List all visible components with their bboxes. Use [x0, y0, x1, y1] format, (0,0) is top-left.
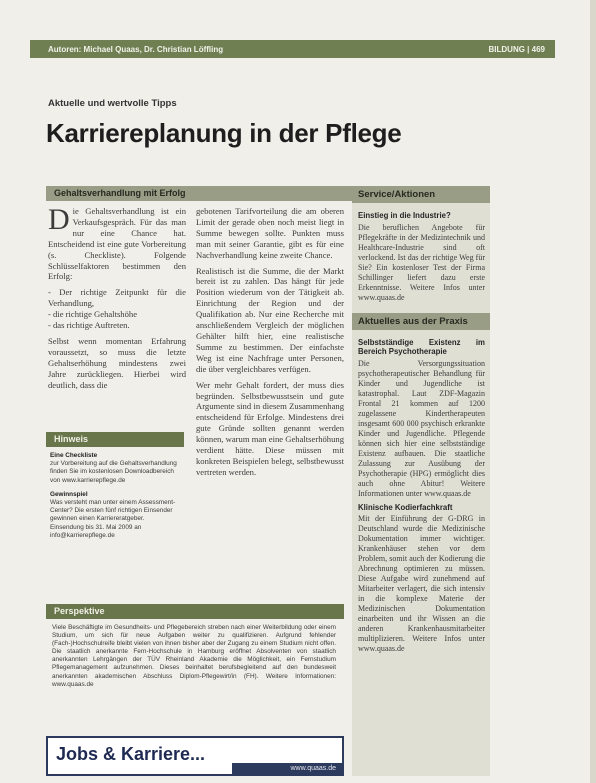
- list-item: - die richtige Gehaltshöhe: [48, 309, 138, 320]
- header-section-page: BILDUNG | 469: [488, 44, 545, 54]
- article-column-1: [48, 203, 186, 396]
- intro-paragraph: [48, 203, 186, 282]
- hinweis-box: [46, 432, 184, 546]
- news-item-text: Die Versorgungssituation psychotherapeutischer Behandlung für Kinder und Jugendliche ist katastrophal. Laut ZDF-Magazin Frontal 21 kommen auf 1200 zugelassene Kindertherapeuten insgesamt 600 000 psychisch erkrankte Kinder und Jugendliche. Pflegende können sich hier eine selbstständige Existenz aufbauen. Die staatliche Zulassung zur Ausübung der Psychotherapie (HPG) ermöglicht dies auch ohne Abitur! Weitere Informationen unter www.quaas.de: [358, 358, 485, 498]
- article-kicker: Aktuelle und wertvolle Tipps: [48, 98, 177, 109]
- news-section: [352, 330, 490, 655]
- news-item-title: Klinische Kodierfachkraft: [358, 502, 453, 512]
- body-paragraph: Selbst wenn momentan Erfahrung voraussetzt, so muss die letzte Gehaltserhöhung mindestens zwei Jahre zurückliegen. Hierbei wird deutlich, dass die: [48, 335, 186, 390]
- hinweis-item: [50, 452, 180, 485]
- page-header-bar: [30, 40, 555, 58]
- service-item-text: Die beruflichen Angebote für Pflegekräfte in der Medizintechnik und Healthcare-Industrie sind oft verlockend. Ist das der richtige Weg für Sie? Ein kostenloser Test der Firma Schillinger liefert dazu erste Erkenntnisse. Weitere Infos unter www.quaas.de: [358, 222, 485, 302]
- perspektive-text: Viele Beschäftigte im Gesundheits- und Pflegebereich streben nach einer Weiterbildung oder einem Studium, um sich für neue Aufgaben weiter zu qualifizieren. Aufgrund fehlender (Fach-)Hochschulreife bleibt vielen von ihnen bisher aber der Zugang zu einem Studium nicht offen. Die staatlich anerkannte Fern-Hochschule in Hamburg eröffnet Absolventen von staatlich anerkannten Lehrgängen der TÜV Rheinland Akademie die Möglichkeit, ein Fernstudium Pflegemanagement aufzunehmen. Dieses beinhaltet berufsbegleitend auf den bundesweit anerkannten akademischen Abschluss Diplom-Pflegewirt/in (FH). Weitere Informationen: www.quaas.de: [52, 624, 336, 688]
- list-item: - Der richtige Zeitpunkt für die Verhandlung,: [48, 287, 186, 309]
- sidebar-heading-news: Aktuelles aus der Praxis: [352, 313, 490, 330]
- section-heading-gehalt: Gehaltsverhandlung mit Erfolg: [46, 186, 352, 201]
- intro-text: ie Gehaltsverhandlung ist ein Verkaufsgespräch. Für das man nur eine Chance hat. Entscheidend ist eine gute Vorbereitung (s. Checkliste). Folgende Schlüsselfaktoren bestimmen den Erfolg:: [48, 206, 186, 282]
- list-item: - das richtige Auftreten.: [48, 320, 130, 331]
- dropcap: D: [48, 203, 70, 236]
- hinweis-item-text: zur Vorbereitung auf die Gehaltsverhandlung finden Sie im kostenlosen Downloadbereich von www.karrierepflege.de: [50, 460, 177, 484]
- page-edge-shadow: [590, 0, 596, 783]
- key-factor-list: [48, 287, 186, 331]
- article-title: Karriereplanung in der Pflege: [46, 118, 402, 148]
- hinweis-item-title: Gewinnspiel: [50, 490, 88, 498]
- body-paragraph: Wer mehr Gehalt fordert, der muss dies begründen. Selbstbewusstsein und gute Argumente sind in diesem Zusammenhang entscheidend für Erfolge. Mindestens drei gute Gründe sollten genannt werden können, warum man eine Gehaltserhöhung verdient hätte. Diese müssen mit konkreten Beispielen belegt, selbstbewusst vertreten werden.: [196, 379, 344, 477]
- header-authors: Autoren: Michael Quaas, Dr. Christian Löffling: [48, 44, 224, 54]
- hinweis-item-title: Eine Checkliste: [50, 452, 98, 459]
- body-paragraph: Realistisch ist die Summe, die der Markt bereit ist zu zahlen. Das hängt für jede Position wiederum von der Tätigkeit ab. Einrichtung der Region und der Qualifikation ab. Nur eine Recherche mit anschließendem Vergleich der möglichen Gehälter hilft hier, eine realistische Summe zu bestimmen. Der einfachste Weg ist eine Nachfrage unter Personen, die über vergleichbares verfügen.: [196, 265, 344, 374]
- banner-url-link[interactable]: www.quaas.de: [232, 763, 342, 774]
- perspektive-box: [46, 604, 344, 689]
- news-item-title: Selbstständige Existenz im Bereich Psychotherapie: [358, 337, 485, 356]
- jobs-karriere-banner[interactable]: [46, 736, 344, 776]
- body-paragraph: gebotenen Tarifvorteilung die am oberen Limit der gerade oben noch meist liegt in Summe bewegen sollte. Punkten muss man mit seiner Garantie, gibt es für eine Nachverhandlung keine zweite Chance.: [196, 206, 344, 260]
- hinweis-body: [46, 447, 184, 540]
- service-item-title: Einstieg in die Industrie?: [358, 211, 451, 220]
- hinweis-heading: Hinweis: [46, 432, 184, 447]
- hinweis-item: [50, 491, 180, 540]
- service-section: [352, 203, 490, 303]
- sidebar-heading-service: Service/Aktionen: [352, 186, 490, 203]
- sidebar: [352, 186, 490, 776]
- hinweis-item-text: Was versteht man unter einem Assessment-Center? Die ersten fünf richtigen Einsender gewinnen einen Karriereratgeber. Einsendung bis 31. Mai 2009 an info@karrierepflege.de: [50, 499, 176, 539]
- article-column-2: [196, 206, 344, 573]
- banner-title: Jobs & Karriere...: [56, 744, 206, 764]
- news-item-text: Mit der Einführung der G-DRG in Deutschland wurde die Medizinische Dokumentation immer wichtiger. Krankenhäuser stehen vor dem Problem, somit auch der Kodierung die Abrechnung optimieren zu müssen. Diese Aufgabe wird zunehmend auf Mitarbeiter verlagert, die sich intensiv in die komplexe Materie der Medizinischen Dokumentation einarbeiten und ihr Wissen an die anderen Krankenhausmitarbeiter multiplizieren. Weitere Infos unter www.quaas.de: [358, 514, 485, 653]
- perspektive-heading: Perspektive: [46, 604, 344, 619]
